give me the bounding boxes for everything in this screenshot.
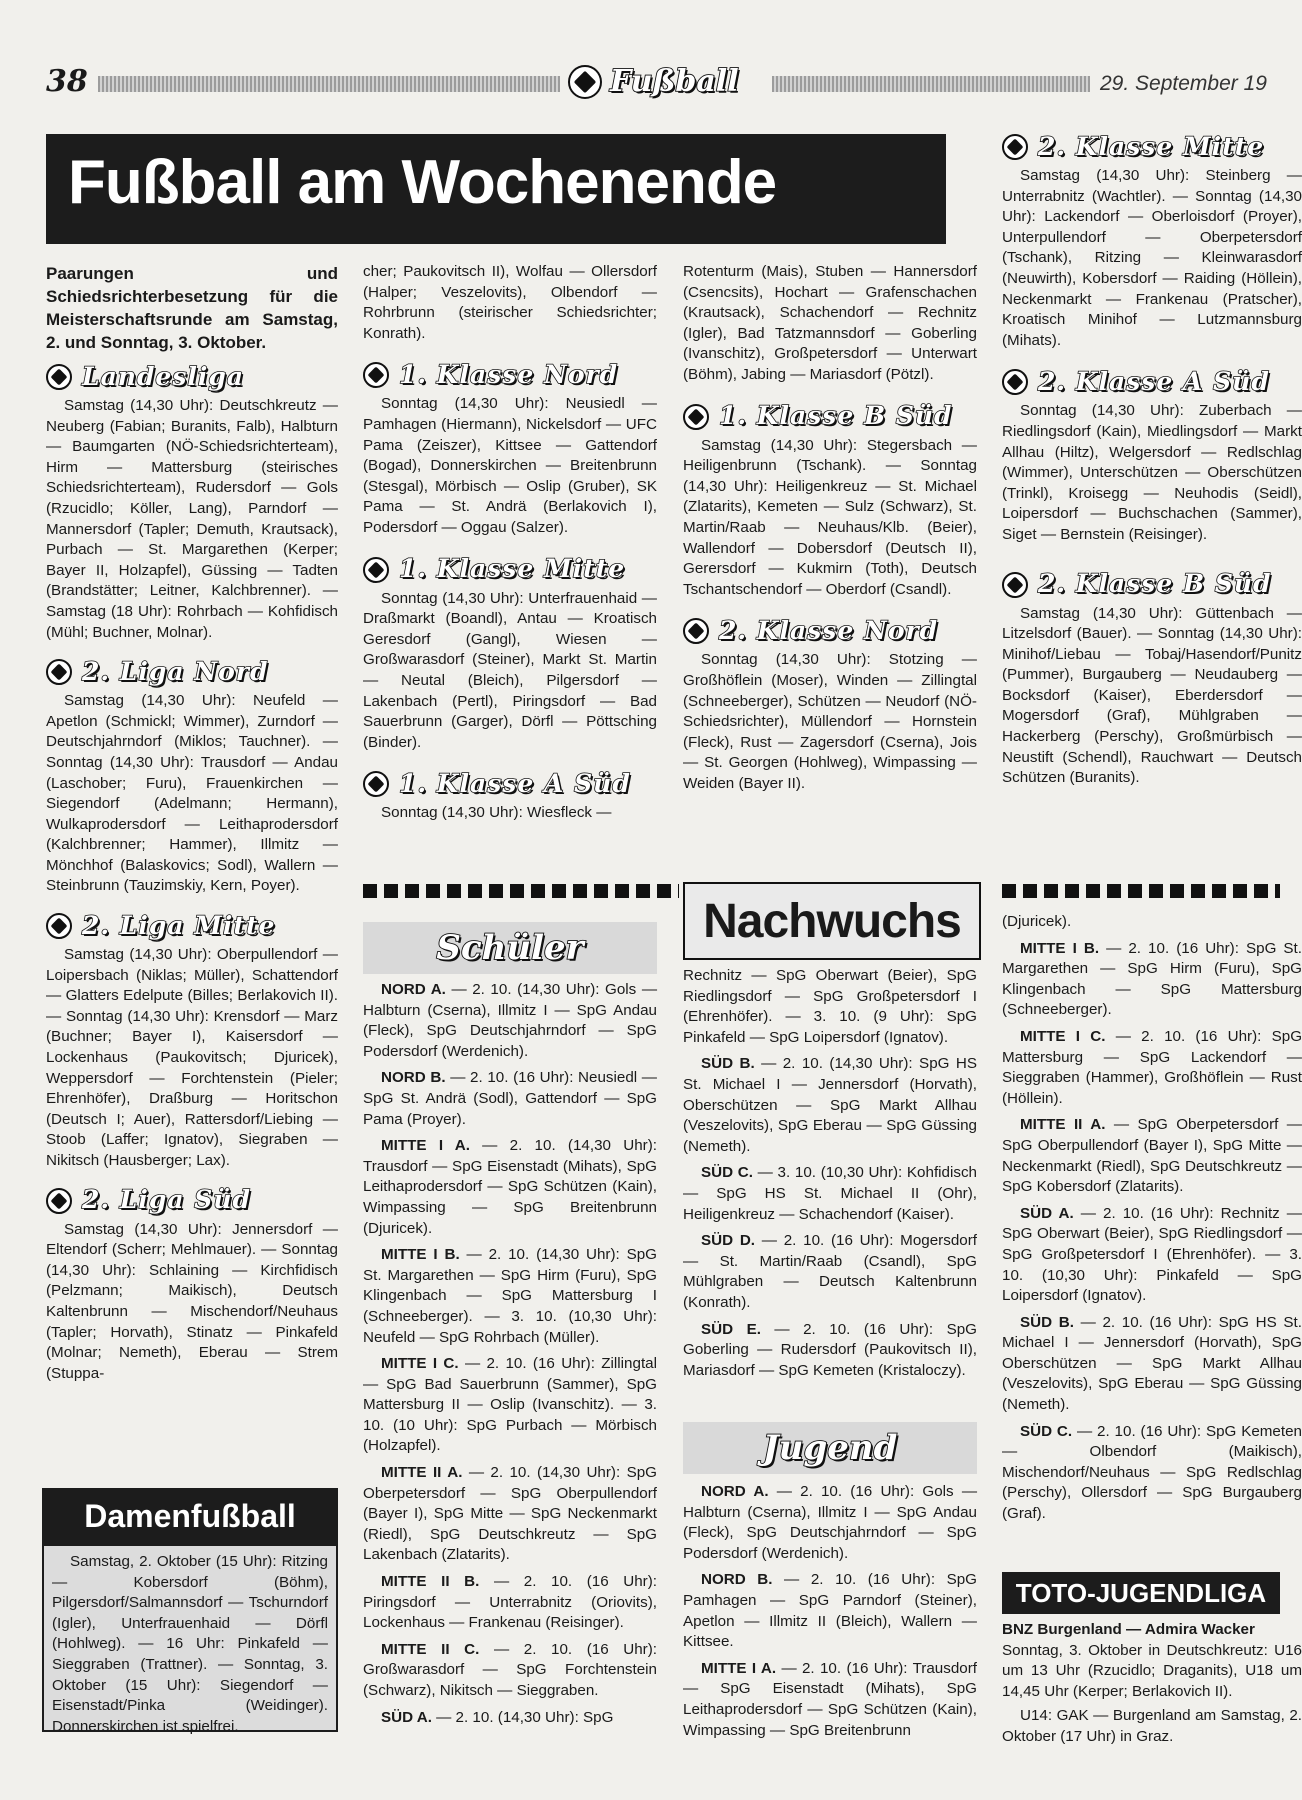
entry [683,1659,977,1741]
column-4b-clip [1002,912,1302,1552]
toto-column [1002,1620,1302,1748]
entry-label: SÜD D. [701,1232,756,1250]
column-4-clip [1002,131,1302,894]
entry-text: — 2. 10. (16 Uhr): Rechnitz — SpG Oberwart (Beier), SpG Riedlingsdorf — SpG Großpetersdorf I (Ehrenhöfer). — 3. 10. (10,30 Uhr): Pinkafeld — SpG Loipersdorf (Ignatov). [1002,1204,1302,1305]
entry [683,1482,977,1564]
section-landesliga [46,361,338,391]
entry-text: — 2. 10. (16 Uhr): Zillingtal — SpG Bad Sauerbrunn (Sammer), SpG Mattersburg II — Oslip (Ivanschitz). — 3. 10. (10 Uhr): SpG Purbach — Mörbisch (Holzapfel). [363,1355,657,1455]
football-icon [1002,572,1028,598]
paragraph: Sonntag (14,30 Uhr): Neusiedl — Pamhagen (Hiermann), Nickelsdorf — UFC Pama (Zeiszer), Kittsee — Gattendorf (Bogad), Donnerskirchen — Breitenbrunn (Stesgal), Mörbisch — Oslip (Gruber), SK Pama — St. Andrä (Berlakovich I), Podersdorf — Oggau (Salzer). [363,395,657,536]
football-icon [46,659,72,685]
schueler-column [363,980,657,1728]
toto-clip [1002,1620,1302,1760]
football-icon [46,913,72,939]
entry-text: — 2. 10. (14,30 Uhr): Gols — Halbturn (Cserna), Illmitz I — SpG Andau (Fleck), SpG Deutschjahrndorf — SpG Podersdorf (Werdenich). [363,981,658,1060]
entry-text: — 2. 10. (14,30 Uhr): SpG St. Margarethen — SpG Hirm (Furu), SpG Klingenbach — SpG Mattersburg I (Schneeberger). — 3. 10. (10,30 Uhr): Neufeld — SpG Rohrbach (Müller). [363,1246,657,1346]
section-title: 1. Klasse A Süd [399,768,631,798]
entry [683,1570,977,1652]
entry-label: SÜD E. [701,1320,761,1338]
column-1 [46,262,338,1384]
paragraph: Samstag, 2. Oktober (15 Uhr): Ritzing — Kobersdorf (Böhm), Pilgersdorf/Salmannsdorf — Tschurndorf (Igler), Unterfrauenhaid — Dörfl (Hohlweg). — 16 Uhr: Pinkafeld — Sieggraben (Trattner). — Sonntag, 3. Oktober (15 Uhr): Siegendorf — Eisenstadt/Pinka (Weidinger). Donnerskirchen ist spielfrei. [52,1553,328,1735]
entry-label: MITTE I C. [1020,1027,1106,1045]
entry-label: MITTE I C. [381,1355,459,1373]
entry [363,1463,657,1566]
football-icon [683,618,709,644]
section-title: 2. Liga Mitte [82,910,276,940]
section-title: Landesliga [82,361,245,391]
toto-title: TOTO-JUGENDLIGA [1002,1572,1280,1614]
section-title: 1. Klasse Mitte [399,554,626,584]
entry-text: — 2. 10. (16 Uhr): Großwarasdorf — SpG Forchtenstein (Schwarz), Nikitsch — Sieggraben. [363,1640,658,1699]
paragraph: Rechnitz — SpG Oberwart (Beier), SpG Riedlingsdorf — SpG Großpetersdorf I (Ehrenhöfer). — 3. 10. (9 Uhr): SpG Pinkafeld — SpG Loipersdorf (Ignatov). [683,967,977,1046]
entry [363,1136,657,1239]
paragraph: Sonntag (14,30 Uhr): Unterfrauenhaid — Draßmarkt (Boandl), Antau — Kroatisch Geresdorf (Gangl), Wiesen — Großwarasdorf (Steiner), Markt St. Martin — Neutal (Bleich), Pilgersdorf — Lakenbach (Pertl), Piringsdorf — Bad Sauerbrunn (Garger), Dörfl — Pöttsching (Binder). [363,589,657,751]
column-4b [1002,912,1302,1525]
paragraph: Sonntag (14,30 Uhr): Wiesfleck — [381,804,612,822]
schueler-header [363,922,657,974]
entry-text: — 2. 10. (16 Uhr): SpG HS St. Michael I — Jennersdorf (Horvath), SpG Oberschützen — SpG Markt Allhau (Veszelovits), SpG Eberau — SpG Güssing (Nemeth). [1002,1313,1302,1414]
entry-text: — 2. 10. (14,30 Uhr): SpG [431,1708,614,1726]
paragraph: Sonntag (14,30 Uhr): Zuberbach — Riedlingsdorf (Kain), Miedlingsdorf — Markt Allhau (Hiltz), Welgersdorf — Redlschlag (Wimmer), Unterschützen — Oberschützen (Trinkl), Kroisegg — Neuhodis (Seidl), Loipersdorf — Buchschachen (Sammer), Siget — Bernstein (Reisinger). [1002,402,1302,543]
entry-label: MITTE II C. [381,1640,480,1658]
entry [363,980,657,1062]
entry [1002,1027,1302,1109]
column-3 [683,262,977,794]
entry-text: — 2. 10. (16 Uhr): Neusiedl — SpG St. Andrä (Sodl), Gattendorf — SpG Pama (Proyer). [363,1069,657,1128]
section-title: 2. Klasse B Süd [1038,569,1272,599]
entry [363,1572,657,1634]
header-rule-left [98,76,560,92]
entry-label: NORD A. [381,981,446,998]
section-title: 2. Liga Süd [82,1185,251,1215]
toto-match: BNZ Burgenland — Admira Wacker [1002,1621,1255,1638]
entry [1002,1313,1302,1416]
entry-text: — 2. 10. (16 Uhr): SpG Mattersburg — SpG Lackendorf — Sieggraben (Hammer), Großhöflein — Rust (Höllein). [1002,1027,1302,1107]
jugend-header [683,1422,977,1474]
section-2-klasse-a-sued [1002,369,1302,395]
header-section [568,64,739,99]
header-date: 29. September 19 [1100,72,1267,95]
section-2-klasse-b-sued [1002,569,1302,599]
column-2 [363,262,657,824]
entry-text: — 2. 10. (14,30 Uhr): Trausdorf — SpG Eisenstadt (Mihats), SpG Leithaprodersdorf — SpG Schützen (Kain), Wimpassing — SpG Breitenbrunn (Djuricek). [363,1137,657,1237]
entry-text: — 2. 10. (16 Uhr): Trausdorf — SpG Eisenstadt (Mihats), SpG Leithaprodersdorf — SpG Schützen (Kain), Wimpassing — SpG Breitenbrunn [683,1659,977,1739]
section-title: 2. Klasse A Süd [1038,367,1270,397]
entry-label: MITTE I B. [381,1246,460,1264]
entry [1002,1422,1302,1525]
jugend-title: Jugend [762,1428,898,1468]
football-icon [1002,369,1028,395]
section-1-klasse-mitte [363,554,657,584]
paragraph: Samstag (14,30 Uhr): Neufeld — Apetlon (Schmickl; Wimmer), Zurndorf — Deutschjahrndorf (Miklos; Tauchner). — Sonntag (14,30 Uhr): Trausdorf — Andau (Laschober; Furu), Frauenkirchen — Siegendorf (Adelmann; Hermann), Wulkaprodersdorf — Leithaprodersdorf (Kalchbrenner; Hammer), Illmitz — Mönchhof (Balaskovics; Sodl), Wallern — Steinbrunn (Tauzimskiy, Kern, Poyer). [46,692,338,895]
intro: Paarungen und Schiedsrichterbesetzung für die Meisterschaftsrunde am Samstag, 2. und Sonntag, 3. Oktober. [46,264,338,352]
nachwuchs-column [683,966,977,1381]
page-number: 38 [46,64,88,99]
entry [683,1320,977,1382]
entry-text: — 2. 10. (16 Uhr): SpG Kemeten — Olbendorf (Maikisch), Mischendorf/Neuhaus — SpG Redlschlag (Perschy), Ollersdorf — SpG Burgauberg (Graf). [1002,1422,1302,1523]
entry-label: NORD A. [701,1483,769,1500]
entry [363,1068,657,1130]
header-section-title: Fußball [610,64,739,99]
damen-box [42,1544,338,1735]
entry-text: — 2. 10. (16 Uhr): Gols — Halbturn (Cserna), Illmitz I — SpG Andau (Fleck), SpG Deutschjahrndorf — SpG Podersdorf (Werdenich). [683,1483,978,1562]
jugend-column [683,1482,977,1741]
entry-label: SÜD A. [1020,1204,1074,1222]
paragraph: Samstag (14,30 Uhr): Güttenbach — Litzelsdorf (Bauer). — Sonntag (14,30 Uhr): Minihof/Liebau — Tobaj/Hasendorf/Punitz (Pummer), Burgauberg — Neudauberg — Bocksdorf (Kaiser), Eberdersdorf — Mogersdorf (Graf), Mühlgraben — Hackerberg (Perschy), Großmürbisch — Neustift (Schendl), Rauchwart — Deutsch Schützen (Buranits). [1002,604,1302,787]
football-icon [683,404,709,430]
section-1-klasse-b-sued [683,401,977,431]
entry [363,1640,657,1702]
football-icon [46,1188,72,1214]
headline: Fußball am Wochenende [46,134,946,244]
entry-text: — 2. 10. (16 Uhr): Mogersdorf — St. Martin/Raab (Csandl), SpG Mühlgraben — Deutsch Kaltenbrunn (Konrath). [683,1232,977,1311]
paragraph: Rotenturm (Mais), Stuben — Hannersdorf (Csencsits), Hochart — Grafenschachen (Krautsack), Schachendorf — Rechnitz (Igler), Bad Tatzmannsdorf — Goberling (Ivanschitz), Großpetersdorf — Unterwart (Böhm), Jabing — Mariasdorf (Pötzl). [683,263,977,383]
entry-text: — 2. 10. (16 Uhr): SpG St. Margarethen — SpG Hirm (Furu), SpG Klingenbach — SpG Mattersburg (Schneeberger). [1002,939,1302,1019]
entry [1002,939,1302,1021]
section-liga-mitte [46,910,338,940]
entry [1002,1204,1302,1307]
paragraph: Samstag (14,30 Uhr): Oberpullendorf — Loipersbach (Niklas; Müller), Schattendorf — Glatters Edelpute (Billes; Berlakovich II). — Sonntag (14,30 Uhr): Krensdorf — Marz (Buchner; Bayer I), Kaisersdorf — Lockenhaus (Paukovitsch; Djuricek), Weppersdorf — Forchtenstein (Pieler; Ehrenhöfer), Draßburg — Horitschon (Deutsch I; Auer), Rattersdorf/Liebing — Stoob (Laffer; Ignatov), Siegraben — Nikitsch (Hausberger; Lax). [46,946,338,1169]
section-title: 2. Klasse Nord [719,616,939,646]
paragraph: Sonntag (14,30 Uhr): Stotzing — Großhöflein (Moser), Winden — Zillingtal (Schneeberger), Schützen — Neudorf (NÖ-Schiedsrichter), Müllendorf — Hornstein (Fleck), Rust — Zagersdorf (Cserna), Jois — St. Georgen (Hohlweg), Wimpassing — Weiden (Bayer II). [683,651,977,792]
section-title: 1. Klasse Nord [399,360,619,390]
section-title: 2. Klasse Mitte [1038,131,1265,161]
entry [683,1054,977,1157]
entry-label: MITTE II A. [1020,1116,1106,1134]
paragraph: cher; Paukovitsch II), Wolfau — Ollersdorf (Halper; Veszelovits), Olbendorf — Rohrbrunn (steirischer Schiedsrichter; Konrath). [363,263,657,342]
entry [1002,1115,1302,1197]
entry [363,1708,657,1729]
entry-label: MITTE II B. [381,1573,480,1591]
nachwuchs-title: Nachwuchs [683,882,981,960]
football-icon [363,362,389,388]
section-1-klasse-a-sued [363,768,657,798]
paragraph: Sonntag, 3. Oktober in Deutschkreutz: U16 um 13 Uhr (Rzucidlo; Draganits), U18 um 14,45 Uhr (Kerper; Berlakovich II). [1002,1641,1302,1700]
header-rule-right [772,76,1090,92]
separator-right [1002,884,1280,898]
entry [363,1245,657,1348]
section-2-klasse-mitte [1002,131,1302,161]
section-1-klasse-nord [363,362,657,388]
section-liga-sued [46,1185,338,1215]
football-icon [46,364,72,390]
schueler-title: Schüler [436,928,584,968]
entry-label: SÜD B. [1020,1313,1074,1331]
paragraph: Samstag (14,30 Uhr): Jennersdorf — Eltendorf (Scherr; Mehlmauer). — Sonntag (14,30 Uhr): Schlaining — Kirchfidisch (Pelzmann; Maikisch), Deutsch Kaltenbrunn — Mischendorf/Neuhaus (Tapler; Horvath), Stinatz — Pinkafeld (Molnar; Nemeth), Eberau — Strem (Stuppa- [46,1220,338,1382]
entry-label: SÜD A. [381,1708,432,1726]
paragraph: Samstag (14,30 Uhr): Stegersbach — Heiligenbrunn (Tschank). — Sonntag (14,30 Uhr): Heiligenkreuz — St. Michael (Zlatarits), Kemeten — Sulz (Schwarz), St. Martin/Raab — Neuhaus/Klb. (Beier), Wallendorf — Dobersdorf (Deutsch II), Gerersdorf — Kukmirn (Toth), Deutsch Tschantschendorf — Oberdorf (Csandl). [683,436,977,598]
damen-title: Damenfußball [42,1488,338,1544]
section-title: 1. Klasse B Süd [719,401,953,431]
entry-label: SÜD B. [701,1055,755,1073]
entry-text: — 2. 10. (14,30 Uhr): SpG HS St. Michael I — Jennersdorf (Horvath), Oberschützen — SpG Markt Allhau (Veszelovits), SpG Eberau — SpG Güssing (Nemeth). [683,1055,977,1155]
column-4 [1002,131,1302,789]
entry-text: — 2. 10. (16 Uhr): SpG Goberling — Rudersdorf (Paukovitsch II), Mariasdorf — SpG Kemeten (Kristaloczy). [683,1320,977,1379]
entry-label: SÜD C. [701,1164,753,1182]
separator-left [363,884,679,898]
section-title: 2. Liga Nord [82,656,269,686]
entry-text: — 2. 10. (16 Uhr): SpG Pamhagen — SpG Parndorf (Steiner), Apetlon — Illmitz II (Bleich), Wallern — Kittsee. [683,1571,978,1651]
paragraph: (Djuricek). [1002,913,1072,930]
entry-label: NORD B. [701,1571,773,1589]
entry-label: MITTE I A. [381,1137,470,1155]
section-2-klasse-nord [683,618,977,644]
entry-label: NORD B. [381,1069,446,1087]
football-icon [363,557,389,583]
entry-text: — 2. 10. (14,30 Uhr): SpG Oberpetersdorf — SpG Oberpullendorf (Bayer I), SpG Mitte — SpG Neckenmarkt (Riedl), SpG Deutschkreutz — SpG Lakenbach (Zlatarits). [363,1464,657,1564]
entry-text: — SpG Oberpetersdorf — SpG Oberpullendorf (Bayer I), SpG Mitte — Neckenmarkt (Riedl), SpG Deutschkreutz — SpG Kobersdorf (Zlatarits). [1002,1116,1302,1196]
entry-label: SÜD C. [1020,1422,1073,1440]
paragraph: Samstag (14,30 Uhr): Steinberg — Unterrabnitz (Wachtler). — Sonntag (14,30 Uhr): Lackendorf — Oberloisdorf (Proyer), Unterpullendorf — Oberpetersdorf (Tschank), Ritzing — Kleinwarasdorf (Neuwirth), Kobersdorf — Raiding (Höllein), Neckenmarkt — Frankenau (Pratscher), Kroatisch Minihof — Lutzmannsburg (Mihats). [1002,167,1302,349]
entry-text: — 3. 10. (10,30 Uhr): Kohfidisch — SpG HS St. Michael II (Ohr), Heiligenkreuz — Schachendorf (Kaiser). [683,1164,977,1223]
football-icon [568,65,602,99]
section-liga-nord [46,656,338,686]
entry-label: MITTE II A. [381,1464,463,1482]
paragraph: U14: GAK — Burgenland am Samstag, 2. Oktober (17 Uhr) in Graz. [1002,1707,1302,1745]
entry-label: MITTE I A. [701,1659,777,1677]
entry-text: — 2. 10. (16 Uhr): Piringsdorf — Unterrabnitz (Oriovits), Lockenhaus — Frankenau (Reisinger). [363,1573,658,1632]
football-icon [363,771,389,797]
paragraph: Samstag (14,30 Uhr): Deutschkreutz — Neuberg (Fabian; Buranits, Falb), Halbturn — Baumgarten (NÖ-Schiedsrichterteam), Hirm — Mattersburg (steirisches Schiedsrichterteam), Rudersdorf — Gols (Rzucidlo; Köller, Lang), Parndorf — Mannersdorf (Tapler; Demuth, Krautsack), Purbach — St. Margarethen (Kerper; Bayer II, Holzapfel), Güssing — Tadten (Brandstätter; Leitner, Kalchbrenner). — Samstag (18 Uhr): Rohrbach — Kohfidisch (Mühl; Buchner, Molnar). [46,397,338,641]
football-icon [1002,134,1028,160]
entry-label: MITTE I B. [1020,939,1100,957]
entry [683,1163,977,1225]
entry [683,1231,977,1313]
entry [363,1354,657,1457]
